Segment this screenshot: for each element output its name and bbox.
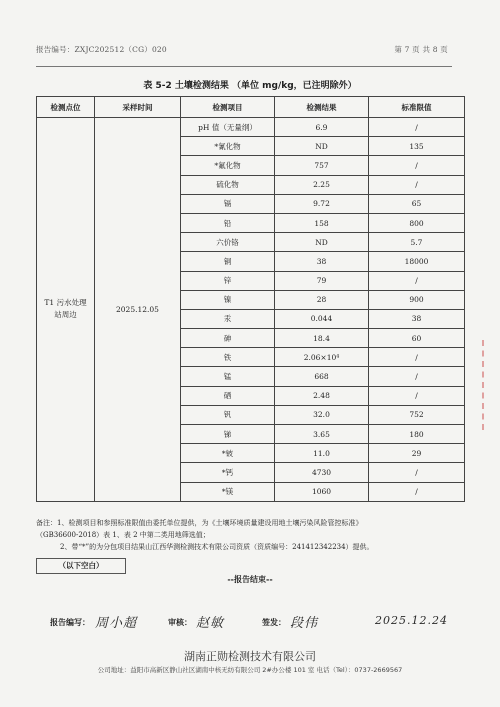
cell-result: 6.9 <box>275 118 369 137</box>
cell-item: *氟化物 <box>181 156 275 175</box>
cell-result: 2.48 <box>275 386 369 405</box>
notes <box>36 517 464 553</box>
cell-item: 锰 <box>181 367 275 386</box>
cell-item: 砷 <box>181 329 275 348</box>
cell-result: 3.65 <box>275 425 369 444</box>
cell-result: 757 <box>275 156 369 175</box>
cell-result: ND <box>275 233 369 252</box>
cell-limit: 65 <box>369 194 465 213</box>
cell-limit: / <box>369 463 465 482</box>
cell-item: pH 值（无量纲） <box>181 118 275 137</box>
signer-signature: 段伟 <box>290 616 319 631</box>
company-address: 公司地址：益阳市高新区静山社区湖南中核无纺有限公司 2#办公楼 101 室 电话（Tel）：0737-2669567 <box>97 666 403 674</box>
note-line-1: 备注：1、检测项目和参照标准限值由委托单位提供，为《土壤环境质量建设用地土壤污染风险管控标准》 <box>36 519 363 527</box>
signer-label: 签发： <box>262 618 286 627</box>
cell-result: 9.72 <box>275 194 369 213</box>
col-header-point: 检测点位 <box>37 97 95 118</box>
cell-result: 11.0 <box>275 444 369 463</box>
soil-results-table <box>36 96 465 502</box>
compiler-signature: 周小超 <box>95 616 138 631</box>
cell-result: 0.044 <box>275 309 369 328</box>
cell-limit: 29 <box>369 444 465 463</box>
reviewer-label: 审核： <box>168 618 192 627</box>
cell-item: 汞 <box>181 309 275 328</box>
cell-limit: / <box>369 367 465 386</box>
table-header-row <box>37 97 465 118</box>
end-note: --报告结束-- <box>227 575 273 584</box>
cell-item: 铁 <box>181 348 275 367</box>
cell-limit: / <box>369 156 465 175</box>
cell-limit: 60 <box>369 329 465 348</box>
cell-limit: 752 <box>369 405 465 424</box>
cell-item: *铍 <box>181 444 275 463</box>
cell-limit: / <box>369 175 465 194</box>
cell-limit: 135 <box>369 137 465 156</box>
cell-result: 2.06×10⁴ <box>275 348 369 367</box>
cell-item: *氰化物 <box>181 137 275 156</box>
cell-item: *镁 <box>181 482 275 501</box>
cell-result: 4730 <box>275 463 369 482</box>
col-header-time: 采样时间 <box>95 97 181 118</box>
col-header-item: 检测项目 <box>181 97 275 118</box>
cell-item: 铅 <box>181 213 275 232</box>
compiler-label: 报告编写： <box>50 618 90 627</box>
col-header-result: 检测结果 <box>275 97 369 118</box>
cell-limit: 180 <box>369 425 465 444</box>
cell-result: 668 <box>275 367 369 386</box>
note-line-2: （GB36600-2018）表 1、表 2 中第二类用地筛选值； <box>36 531 210 539</box>
cell-result: 2.25 <box>275 175 369 194</box>
blank-note: （以下空白） <box>36 558 126 574</box>
cell-item: 硫化物 <box>181 175 275 194</box>
cell-item: 镉 <box>181 194 275 213</box>
cell-result: 1060 <box>275 482 369 501</box>
sample-point-cell: T1 污水处理站周边 <box>37 118 95 502</box>
cell-item: 铜 <box>181 252 275 271</box>
sample-time-cell: 2025.12.05 <box>95 118 181 502</box>
reviewer-signature: 赵敏 <box>196 616 225 631</box>
cell-limit: 38 <box>369 309 465 328</box>
cell-item: *钙 <box>181 463 275 482</box>
cell-result: 32.0 <box>275 405 369 424</box>
table-title: 表 5-2 土壤检测结果 （单位 mg/kg，已注明除外） <box>143 81 357 91</box>
col-header-limit: 标准限值 <box>369 97 465 118</box>
cell-item: 硒 <box>181 386 275 405</box>
cell-item: 镍 <box>181 290 275 309</box>
cell-limit: / <box>369 386 465 405</box>
cell-item: 锌 <box>181 271 275 290</box>
cell-limit: / <box>369 348 465 367</box>
cell-limit: 900 <box>369 290 465 309</box>
sign-date: 2025.12.24 <box>375 614 448 627</box>
cell-result: 28 <box>275 290 369 309</box>
header-divider <box>36 66 452 67</box>
report-number: 报告编号：ZXJC202512（CG）020 <box>36 45 167 54</box>
company-name: 湖南正勋检测技术有限公司 <box>184 650 316 663</box>
cell-limit: / <box>369 482 465 501</box>
cell-result: ND <box>275 137 369 156</box>
cell-limit: 5.7 <box>369 233 465 252</box>
note-line-3: 2、带“*”的为分包项目结果山江西华测检测技术有限公司资质（资质编号：241412342234）提供。 <box>60 543 374 551</box>
cell-limit: 800 <box>369 213 465 232</box>
cell-result: 38 <box>275 252 369 271</box>
cell-limit: / <box>369 271 465 290</box>
page-indicator: 第 7 页 共 8 页 <box>394 45 448 54</box>
table-row <box>37 118 465 137</box>
cell-limit: 18000 <box>369 252 465 271</box>
seam-stamp <box>482 340 498 430</box>
cell-item: 六价铬 <box>181 233 275 252</box>
cell-result: 18.4 <box>275 329 369 348</box>
cell-item: 钒 <box>181 405 275 424</box>
cell-item: 锑 <box>181 425 275 444</box>
cell-result: 79 <box>275 271 369 290</box>
cell-result: 158 <box>275 213 369 232</box>
cell-limit: / <box>369 118 465 137</box>
